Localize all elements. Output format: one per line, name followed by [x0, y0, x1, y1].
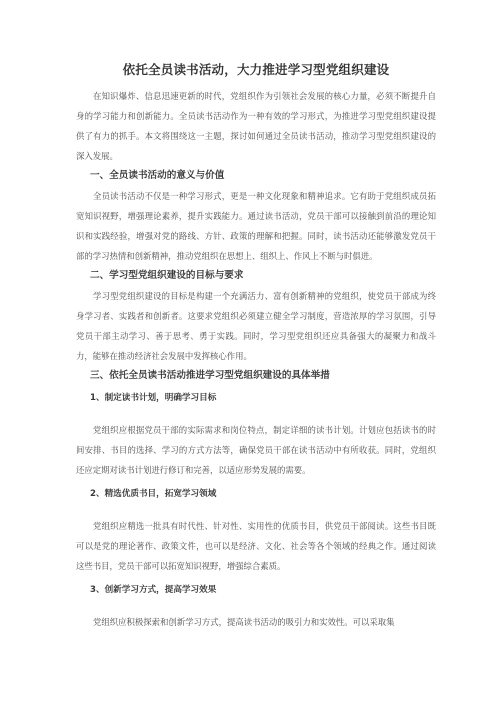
section-2-heading: 二、学习型党组织建设的目标与要求 — [90, 270, 244, 281]
subsection-2-heading: 2、精选优质书目，拓宽学习领域 — [90, 489, 217, 499]
section-2-paragraph: 学习型党组织建设的目标是构建一个充满活力、富有创新精神的党组织，使党员干部成为终身学习者、实践者和创新者。这要求党组织必须建立健全学习制度，营造浓厚的学习氛围，引导党员干部主动学习、善于思考、勇于实践。同时，学习型党组织还应具备强大的凝聚力和战斗力，能够在推动经济社会发展中发挥核心作用。 — [76, 291, 436, 361]
document-title: 依托全员读书活动，大力推进学习型党组织建设 — [122, 62, 390, 77]
section-1-paragraph: 全员读书活动不仅是一种学习形式，更是一种文化现象和精神追求。它有助于党组织成员拓宽知识视野，增强理论素养，提升实践能力。通过读书活动，党员干部可以接触到前沿的理论知识和实践经验，增强对党的路线、方针、政策的理解和把握。同时，读书活动还能够激发党员干部的学习热情和创新精神，推动党组织在思想上、组织上、作风上不断与时俱进。 — [76, 191, 436, 261]
subsection-1-heading: 1、制定读书计划，明确学习目标 — [90, 393, 217, 403]
subsection-2-paragraph: 党组织应精选一批具有时代性、针对性、实用性的优质书目，供党员干部阅读。这些书目既可以是党的理论著作、政策文件，也可以是经济、文化、社会等各个领域的经典之作。通过阅读这些书目，党员干部可以拓宽知识视野，增强综合素质。 — [76, 521, 436, 571]
subsection-1-paragraph: 党组织应根据党员干部的实际需求和岗位特点，制定详细的读书计划。计划应包括读书的时间安排、书目的选择、学习的方式方法等，确保党员干部在读书活动中有所收获。同时，党组织还应定期对读书计划进行修订和完善，以适应形势发展的需要。 — [76, 425, 436, 475]
section-3-heading: 三、依托全员读书活动推进学习型党组织建设的具体举措 — [90, 370, 330, 381]
subsection-3-heading: 3、创新学习方式，提高学习效果 — [90, 585, 217, 595]
intro-paragraph: 在知识爆炸、信息迅速更新的时代，党组织作为引领社会发展的核心力量，必须不断提升自身的学习能力和创新能力。全员读书活动作为一种有效的学习形式，为推进学习型党组织建设提供了有力的抓手。本文将围绕这一主题，探讨如何通过全员读书活动，推动学习型党组织建设的深入发展。 — [76, 91, 436, 161]
section-1-heading: 一、全员读书活动的意义与价值 — [90, 170, 225, 181]
subsection-3-paragraph: 党组织应积极探索和创新学习方式，提高读书活动的吸引力和实效性。可以采取集 — [93, 617, 395, 627]
